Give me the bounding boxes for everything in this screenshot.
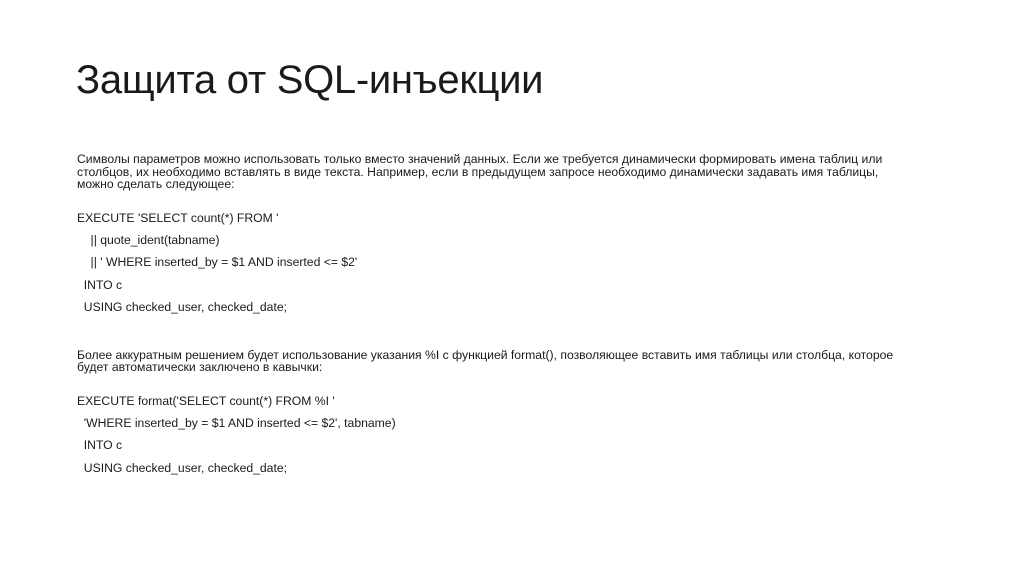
code-line: INTO c — [77, 438, 123, 453]
format-paragraph — [77, 349, 947, 374]
code-line: USING checked_user, checked_date; — [77, 460, 288, 475]
paragraph-line: Более аккуратным решением будет использование указания %I с функцией format(), позволяющее вставить имя таблицы или столбца, которое — [77, 347, 894, 362]
slide-body — [77, 153, 947, 479]
code-line: || ' WHERE inserted_by = $1 AND inserted <= $2' — [77, 255, 358, 270]
code-line: EXECUTE 'SELECT count(*) FROM ' — [77, 210, 279, 225]
paragraph-line: столбцов, их необходимо вставлять в виде текста. Например, если в предыдущем запросе необходимо динамически задавать имя таблицы, — [77, 164, 879, 179]
code-line: || quote_ident(tabname) — [77, 232, 220, 247]
intro-paragraph — [77, 153, 947, 191]
paragraph-line: Символы параметров можно использовать только вместо значений данных. Если же требуется динамически формировать имена таблиц или — [77, 152, 883, 166]
code-block-quote-ident — [77, 207, 947, 319]
code-line: EXECUTE format('SELECT count(*) FROM %I ' — [77, 393, 335, 408]
code-block-format — [77, 390, 947, 480]
code-line: 'WHERE inserted_by = $1 AND inserted <= $2', tabname) — [77, 415, 396, 430]
code-line: USING checked_user, checked_date; — [77, 300, 288, 315]
slide-title: Защита от SQL-инъекции — [76, 58, 544, 102]
paragraph-line: будет автоматически заключено в кавычки: — [77, 360, 323, 375]
paragraph-line: можно сделать следующее: — [77, 177, 235, 191]
code-line: INTO c — [77, 277, 123, 292]
